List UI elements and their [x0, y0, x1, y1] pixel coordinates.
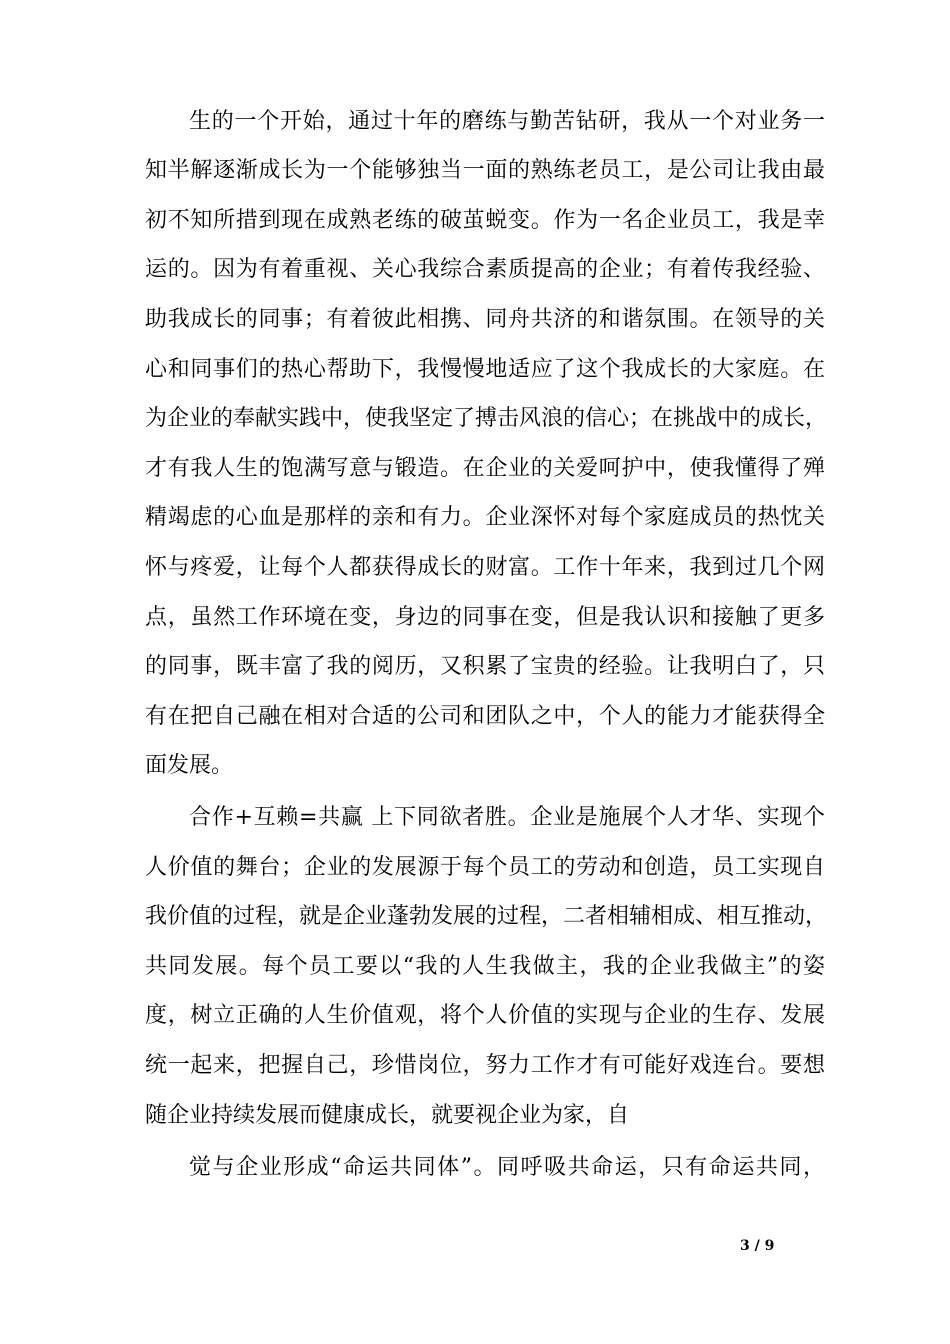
text-line: 初不知所措到现在成熟老练的破茧蜕变。作为一名企业员工，我是幸 — [145, 208, 825, 233]
text-line: 我价值的过程，就是企业蓬勃发展的过程，二者相辅相成、相互推动， — [145, 904, 828, 929]
text-line: 助我成长的同事；有着彼此相携、同舟共济的和谐氛围。在领导的关 — [145, 307, 825, 332]
text-line: 生的一个开始，通过十年的磨练与勤苦钻研，我从一个对业务一 — [189, 109, 825, 134]
text-line: 的同事，既丰富了我的阅历，又积累了宝贵的经验。让我明白了，只 — [145, 654, 825, 679]
text-line: 统一起来，把握自己，珍惜岗位，努力工作才有可能好戏连台。要想 — [145, 1053, 825, 1078]
text-line: 怀与疼爱，让每个人都获得成长的财富。工作十年来，我到过几个网 — [145, 555, 825, 580]
text-line: 人价值的舞台；企业的发展源于每个员工的劳动和创造，员工实现自 — [145, 855, 825, 880]
text-line: 精竭虑的心血是那样的亲和有力。企业深怀对每个家庭成员的热忱关 — [145, 505, 825, 530]
text-line: 才有我人生的饱满写意与锻造。在企业的关爱呵护中，使我懂得了殚 — [145, 456, 825, 481]
text-line: 觉与企业形成“命运共同体”。同呼吸共命运，只有命运共同， — [189, 1155, 825, 1180]
text-line: 点，虽然工作环境在变，身边的同事在变，但是我认识和接触了更多 — [145, 605, 825, 630]
text-line: 为企业的奉献实践中，使我坚定了搏击风浪的信心；在挑战中的成长， — [145, 406, 828, 431]
text-line: 知半解逐渐成长为一个能够独当一面的熟练老员工，是公司让我由最 — [145, 158, 825, 183]
text-line: 随企业持续发展而健康成长，就要视企业为家，自 — [145, 1103, 630, 1128]
text-line: 共同发展。每个员工要以“我的人生我做主，我的企业我做主”的姿 — [145, 954, 825, 979]
text-line: 有在把自己融在相对合适的公司和团队之中，个人的能力才能获得全 — [145, 704, 825, 729]
text-line: 心和同事们的热心帮助下，我慢慢地适应了这个我成长的大家庭。在 — [145, 357, 825, 382]
page-number: 3 / 9 — [740, 1238, 775, 1254]
text-line: 运的。因为有着重视、关心我综合素质提高的企业；有着传我经验、 — [145, 257, 825, 282]
text-line: 合作+互赖=共赢 上下同欲者胜。企业是施展个人才华、实现个 — [189, 805, 825, 830]
text-line: 面发展。 — [145, 753, 234, 778]
text-line: 度，树立正确的人生价值观，将个人价值的实现与企业的生存、发展 — [145, 1003, 825, 1028]
